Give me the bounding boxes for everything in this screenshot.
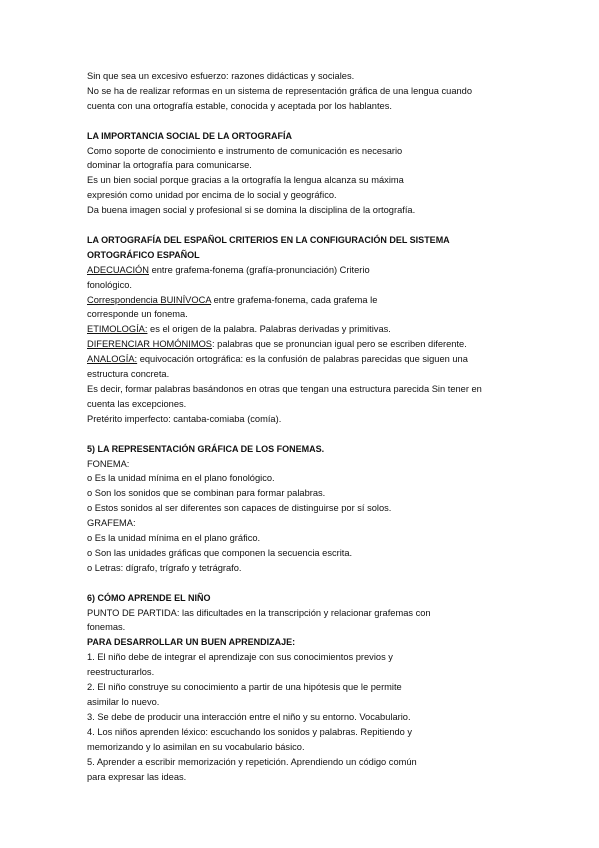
- text-line: Es un bien social porque gracias a la ortografía la lengua alcanza su máxima: [87, 175, 404, 186]
- term-correspondencia: Correspondencia BUINÍVOCA: [87, 294, 212, 305]
- list-item-cont: para expresar las ideas.: [87, 771, 187, 782]
- text-line: estructura concreta.: [87, 369, 170, 380]
- list-item: 1. El niño debe de integrar el aprendizaje con sus conocimientos previos y: [87, 652, 393, 663]
- criterio-text: entre grafema-fonema (grafía-pronunciación) Criterio: [149, 264, 370, 275]
- text-line: PUNTO DE PARTIDA: las dificultades en la transcripción y relacionar grafemas con: [87, 607, 431, 618]
- list-item: o Son los sonidos que se combinan para formar palabras.: [87, 488, 326, 499]
- section-heading-criterios: LA ORTOGRAFÍA DEL ESPAÑOL CRITERIOS EN LA CONFIGURACIÓN DEL SISTEMA: [87, 234, 450, 245]
- criterio-text: es el origen de la palabra. Palabras derivadas y primitivas.: [147, 324, 391, 335]
- list-item: 3. Se debe de producir una interacción entre el niño y su entorno. Vocabulario.: [87, 711, 411, 722]
- text-line: Como soporte de conocimiento e instrumento de comunicación es necesario: [87, 145, 403, 156]
- criterio-text: : palabras que se pronuncian igual pero se escriben diferente.: [212, 339, 467, 350]
- text-line: Pretérito imperfecto: cantaba-comiaba (comía).: [87, 413, 282, 424]
- list-item: o Es la unidad mínima en el plano gráfico.: [87, 533, 261, 544]
- list-item-cont: asimilar lo nuevo.: [87, 697, 160, 707]
- criterio-text: entre grafema-fonema, cada grafema le: [211, 294, 378, 305]
- term-adecuacion: ADECUACIÓN: [87, 264, 149, 275]
- list-item: 4. Los niños aprenden léxico: escuchando los sonidos y palabras. Repitiendo y: [87, 726, 413, 737]
- section-heading-criterios-cont: ORTOGRÁFICO ESPAÑOL: [87, 249, 200, 260]
- text-line: Sin que sea un excesivo esfuerzo: razones didácticas y sociales.: [87, 71, 355, 81]
- text-line: Da buena imagen social y profesional si se domina la disciplina de la ortografía.: [87, 205, 416, 216]
- list-item: 5. Aprender a escribir memorización y repetición. Aprendiendo un código común: [87, 756, 417, 767]
- text-line: cuenta con una ortografía estable, conocida y aceptada por los hablantes.: [87, 100, 392, 111]
- text-line: dominar la ortografía para comunicarse.: [87, 160, 252, 171]
- list-item: o Son las unidades gráficas que componen la secuencia escrita.: [87, 547, 353, 558]
- list-item-cont: reestructurarlos.: [87, 667, 155, 678]
- criterio-etimologia: [87, 322, 559, 337]
- section-heading-importancia: LA IMPORTANCIA SOCIAL DE LA ORTOGRAFÍA: [87, 130, 292, 141]
- text-line: No se ha de realizar reformas en un sistema de representación gráfica de una lengua cuando: [87, 85, 473, 96]
- text-line: expresión como unidad por encima de lo social y geográfico.: [87, 190, 337, 201]
- text-line: Es decir, formar palabras basándonos en otras que tengan una estructura parecida Sin tener en: [87, 384, 482, 394]
- list-item: o Estos sonidos al ser diferentes son capaces de distinguirse por sí solos.: [87, 503, 392, 514]
- list-item: 2. El niño construye su conocimiento a partir de una hipótesis que le permite: [87, 682, 402, 693]
- section-heading-nino: 6) CÓMO APRENDE EL NIÑO: [87, 592, 211, 603]
- list-item: o Es la unidad mínima en el plano fonológico.: [87, 473, 275, 484]
- term-etimologia: ETIMOLOGÍA:: [87, 324, 148, 335]
- criterio-adecuacion: [87, 263, 559, 278]
- list-item: o Letras: dígrafo, trígrafo y tetrágrafo.: [87, 562, 242, 573]
- text-line: fonológico.: [87, 279, 132, 290]
- term-homonimos: DIFERENCIAR HOMÓNIMOS: [87, 339, 212, 350]
- criterio-analogia: [87, 352, 559, 367]
- text-line: corresponde un fonema.: [87, 309, 188, 320]
- label-grafema: GRAFEMA:: [87, 518, 136, 529]
- criterio-correspondencia: [87, 293, 559, 308]
- criterio-homonimos: [87, 337, 559, 352]
- label-fonema: FONEMA:: [87, 458, 130, 469]
- term-analogia: ANALOGÍA:: [87, 354, 138, 365]
- text-line: fonemas.: [87, 622, 126, 633]
- criterio-text: equivocación ortográfica: es la confusión de palabras parecidas que siguen una: [137, 354, 468, 365]
- subheading-aprendizaje: PARA DESARROLLAR UN BUEN APRENDIZAJE:: [87, 637, 296, 648]
- text-line: cuenta las excepciones.: [87, 398, 187, 409]
- section-heading-fonemas: 5) LA REPRESENTACIÓN GRÁFICA DE LOS FONEMAS.: [87, 443, 325, 454]
- list-item-cont: memorizando y lo asimilan en su vocabulario básico.: [87, 741, 305, 752]
